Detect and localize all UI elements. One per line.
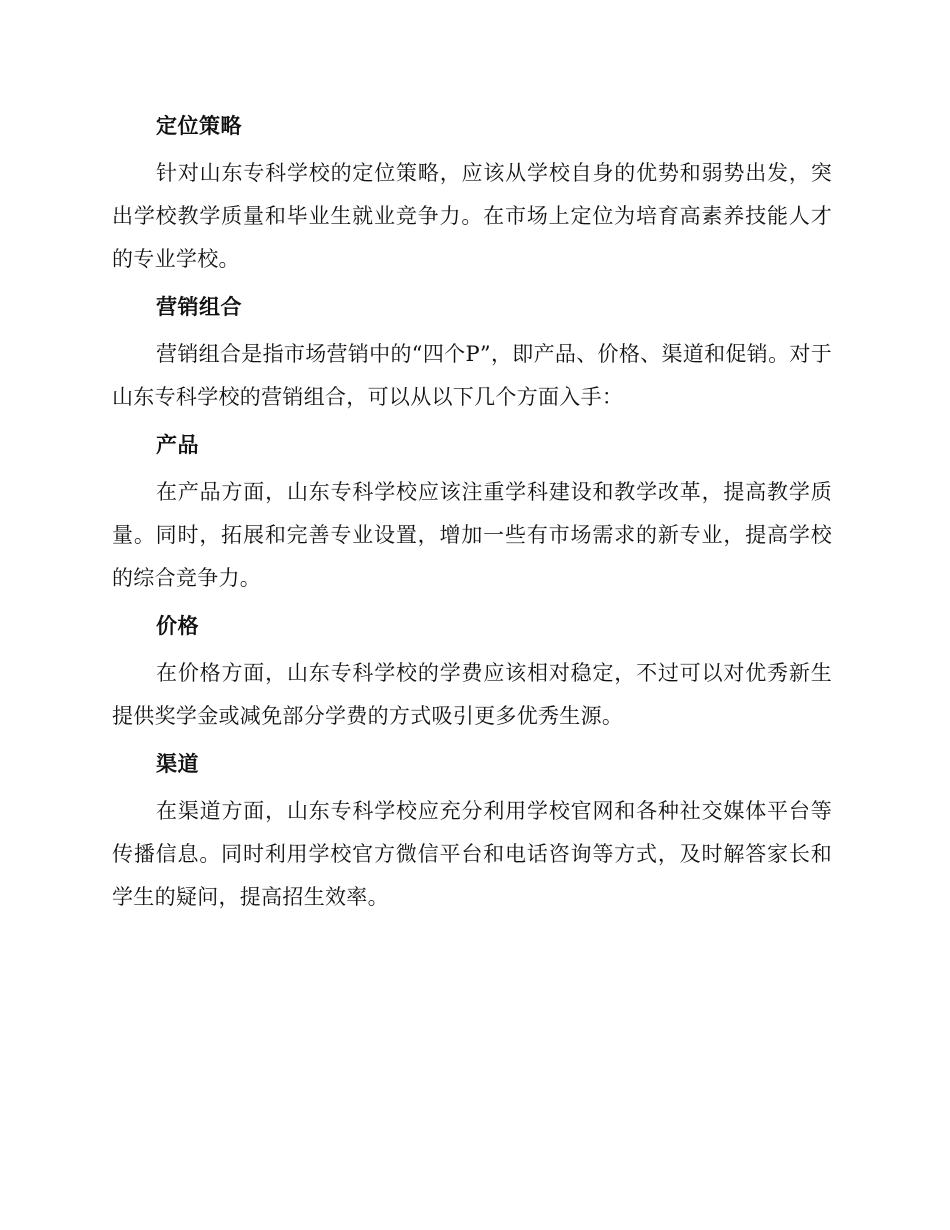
section-heading: 营销组合 [156,295,242,319]
section-paragraph: 在价格方面，山东专科学校的学费应该相对稳定，不过可以对优秀新生提供奖学金或减免部分学费的方式吸引更多优秀生源。 [112,661,832,728]
section-heading: 产品 [156,433,199,457]
section-product [112,425,832,600]
section-heading: 渠道 [156,752,199,776]
section-marketing-mix [112,287,832,419]
section-positioning [112,106,832,281]
section-price [112,606,832,738]
section-paragraph: 针对山东专科学校的定位策略，应该从学校自身的优势和弱势出发，突出学校教学质量和毕业生就业竞争力。在市场上定位为培育高素养技能人才的专业学校。 [112,161,832,271]
section-paragraph: 在渠道方面，山东专科学校应充分利用学校官网和各种社交媒体平台等传播信息。同时利用学校官方微信平台和电话咨询等方式，及时解答家长和学生的疑问，提高招生效率。 [112,799,832,909]
section-channel [112,744,832,919]
section-paragraph: 营销组合是指市场营销中的“四个P”，即产品、价格、渠道和促销。对于山东专科学校的营销组合，可以从以下几个方面入手： [112,342,832,409]
section-heading: 价格 [156,614,199,638]
section-heading: 定位策略 [156,114,242,138]
section-paragraph: 在产品方面，山东专科学校应该注重学科建设和教学改革，提高教学质量。同时，拓展和完善专业设置，增加一些有市场需求的新专业，提高学校的综合竞争力。 [112,480,832,590]
document-page [112,106,832,925]
